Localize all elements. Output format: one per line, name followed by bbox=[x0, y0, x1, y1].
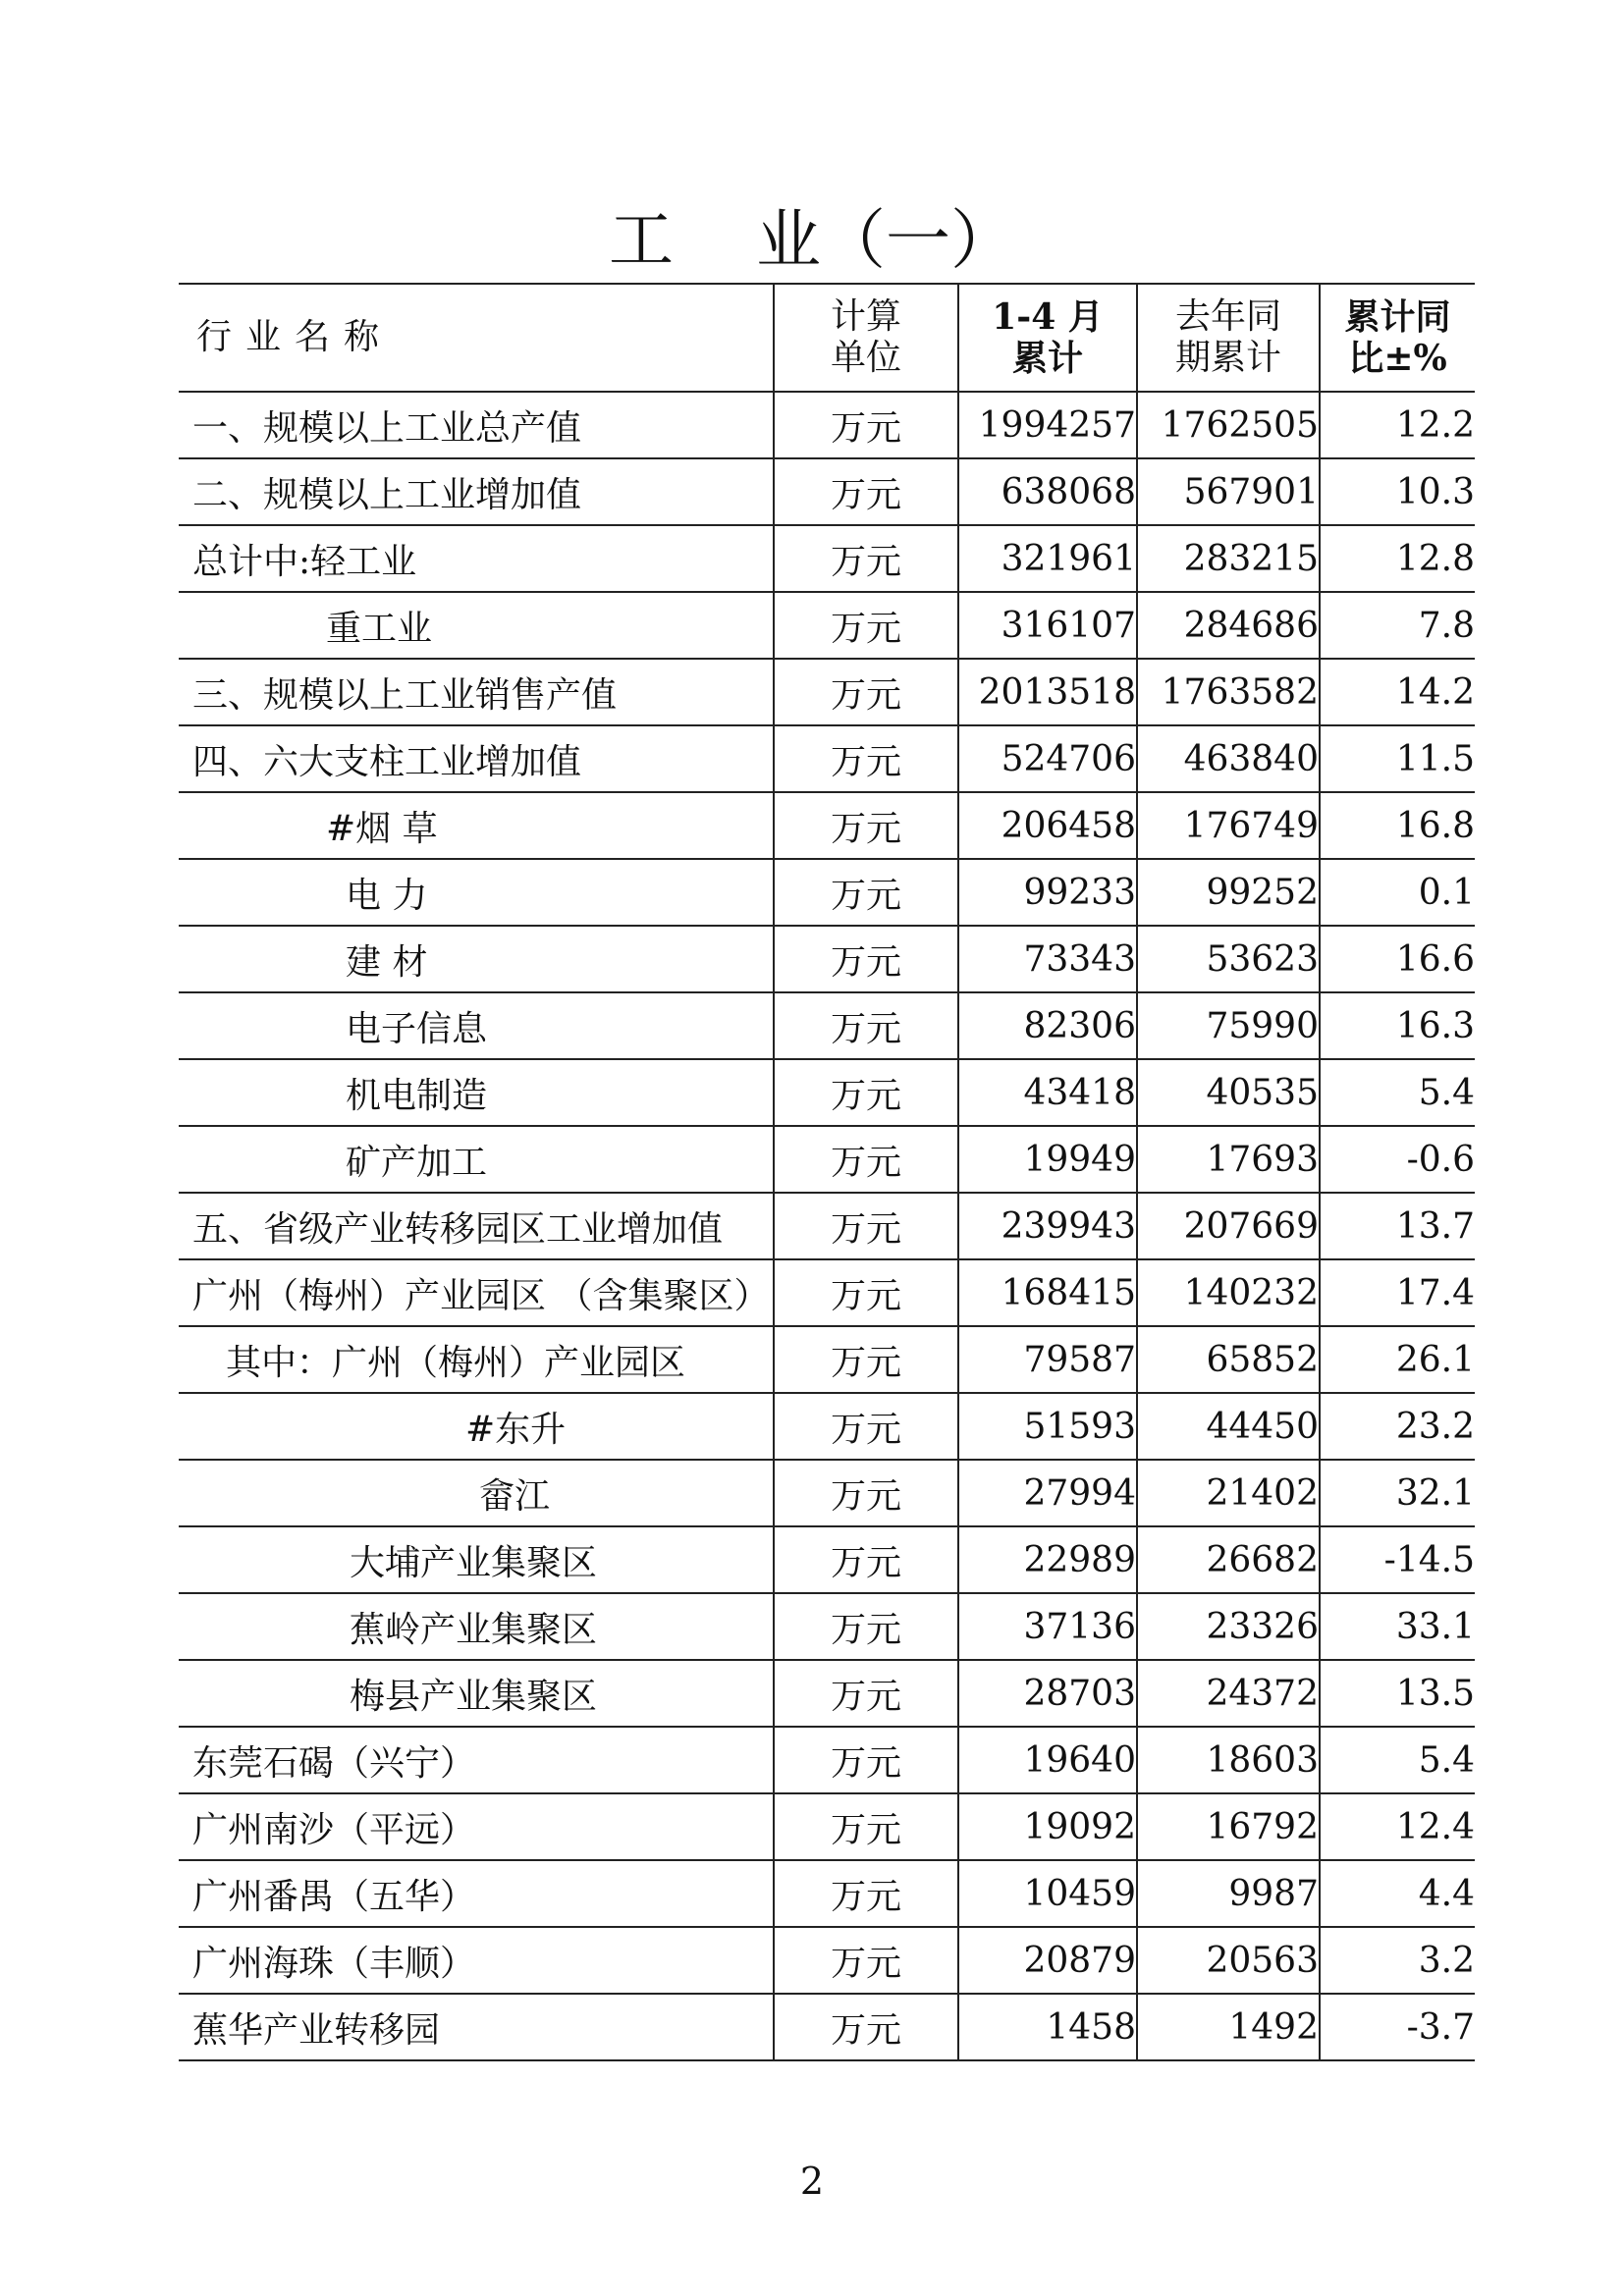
row-current: 79587 bbox=[958, 1326, 1137, 1393]
row-name: 其中：广州（梅州）产业园区 bbox=[179, 1326, 774, 1393]
row-unit: 万元 bbox=[774, 1860, 958, 1927]
row-unit: 万元 bbox=[774, 1593, 958, 1660]
row-name: 蕉华产业转移园 bbox=[179, 1994, 774, 2060]
row-last: 140232 bbox=[1137, 1259, 1320, 1326]
row-name: 机电制造 bbox=[179, 1059, 774, 1126]
header-growth-line: 比±% bbox=[1348, 338, 1447, 379]
row-last: 53623 bbox=[1137, 926, 1320, 992]
header-last-line: 去年同 bbox=[1174, 296, 1281, 337]
row-current: 638068 bbox=[958, 458, 1137, 525]
header-unit-line: 计算 bbox=[830, 296, 901, 337]
row-growth: 16.8 bbox=[1320, 792, 1475, 859]
row-unit: 万元 bbox=[774, 926, 958, 992]
row-current: 316107 bbox=[958, 592, 1137, 659]
row-unit: 万元 bbox=[774, 1393, 958, 1460]
row-name: #烟 草 bbox=[179, 792, 774, 859]
row-unit: 万元 bbox=[774, 1259, 958, 1326]
row-last: 16792 bbox=[1137, 1793, 1320, 1860]
row-current: 99233 bbox=[958, 859, 1137, 926]
row-last: 75990 bbox=[1137, 992, 1320, 1059]
table-row bbox=[179, 525, 1475, 592]
header-unit bbox=[774, 284, 958, 392]
row-last: 18603 bbox=[1137, 1727, 1320, 1793]
row-current: 73343 bbox=[958, 926, 1137, 992]
row-name: 总计中:轻工业 bbox=[179, 525, 774, 592]
row-unit: 万元 bbox=[774, 859, 958, 926]
row-unit: 万元 bbox=[774, 525, 958, 592]
row-current: 19640 bbox=[958, 1727, 1137, 1793]
table-row bbox=[179, 992, 1475, 1059]
table-row bbox=[179, 1793, 1475, 1860]
table-row bbox=[179, 1927, 1475, 1994]
row-last: 65852 bbox=[1137, 1326, 1320, 1393]
row-last: 40535 bbox=[1137, 1059, 1320, 1126]
row-growth: -0.6 bbox=[1320, 1126, 1475, 1193]
row-name: 广州番禺（五华） bbox=[179, 1860, 774, 1927]
row-last: 20563 bbox=[1137, 1927, 1320, 1994]
table-row bbox=[179, 792, 1475, 859]
header-last-line: 期累计 bbox=[1174, 338, 1281, 378]
row-name: 二、规模以上工业增加值 bbox=[179, 458, 774, 525]
table-row bbox=[179, 1059, 1475, 1126]
row-current: 1458 bbox=[958, 1994, 1137, 2060]
header-current-line: 累计 bbox=[1011, 338, 1083, 379]
header-growth bbox=[1320, 284, 1475, 392]
row-unit: 万元 bbox=[774, 992, 958, 1059]
row-current: 168415 bbox=[958, 1259, 1137, 1326]
row-last: 23326 bbox=[1137, 1593, 1320, 1660]
row-growth: 12.2 bbox=[1320, 392, 1475, 458]
row-unit: 万元 bbox=[774, 1793, 958, 1860]
row-last: 24372 bbox=[1137, 1660, 1320, 1727]
row-current: 28703 bbox=[958, 1660, 1137, 1727]
row-last: 99252 bbox=[1137, 859, 1320, 926]
table-row bbox=[179, 859, 1475, 926]
header-growth-line: 累计同 bbox=[1344, 296, 1451, 338]
row-growth: 17.4 bbox=[1320, 1259, 1475, 1326]
row-growth: 11.5 bbox=[1320, 725, 1475, 792]
row-last: 1492 bbox=[1137, 1994, 1320, 2060]
table-row bbox=[179, 1460, 1475, 1526]
row-current: 37136 bbox=[958, 1593, 1137, 1660]
row-name: 梅县产业集聚区 bbox=[179, 1660, 774, 1727]
row-name: 矿产加工 bbox=[179, 1126, 774, 1193]
row-name: 四、六大支柱工业增加值 bbox=[179, 725, 774, 792]
row-last: 1763582 bbox=[1137, 659, 1320, 725]
table-row bbox=[179, 1593, 1475, 1660]
row-growth: 12.4 bbox=[1320, 1793, 1475, 1860]
row-current: 19949 bbox=[958, 1126, 1137, 1193]
row-unit: 万元 bbox=[774, 1460, 958, 1526]
row-current: 2013518 bbox=[958, 659, 1137, 725]
row-unit: 万元 bbox=[774, 1059, 958, 1126]
row-growth: 33.1 bbox=[1320, 1593, 1475, 1660]
row-current: 27994 bbox=[958, 1460, 1137, 1526]
row-unit: 万元 bbox=[774, 458, 958, 525]
table-row bbox=[179, 1326, 1475, 1393]
row-growth: 23.2 bbox=[1320, 1393, 1475, 1460]
row-name: 电 力 bbox=[179, 859, 774, 926]
row-unit: 万元 bbox=[774, 725, 958, 792]
row-name: 广州海珠（丰顺） bbox=[179, 1927, 774, 1994]
row-name: 三、规模以上工业销售产值 bbox=[179, 659, 774, 725]
table-row bbox=[179, 725, 1475, 792]
row-unit: 万元 bbox=[774, 1994, 958, 2060]
row-name: 一、规模以上工业总产值 bbox=[179, 392, 774, 458]
row-unit: 万元 bbox=[774, 1126, 958, 1193]
row-growth: 16.3 bbox=[1320, 992, 1475, 1059]
row-current: 20879 bbox=[958, 1927, 1137, 1994]
row-growth: 10.3 bbox=[1320, 458, 1475, 525]
header-last bbox=[1137, 284, 1320, 392]
row-growth: 5.4 bbox=[1320, 1727, 1475, 1793]
row-last: 567901 bbox=[1137, 458, 1320, 525]
row-unit: 万元 bbox=[774, 659, 958, 725]
row-last: 44450 bbox=[1137, 1393, 1320, 1460]
table-row bbox=[179, 1259, 1475, 1326]
row-name: 电子信息 bbox=[179, 992, 774, 1059]
row-growth: 12.8 bbox=[1320, 525, 1475, 592]
row-last: 463840 bbox=[1137, 725, 1320, 792]
row-unit: 万元 bbox=[774, 1526, 958, 1593]
row-name: 广州（梅州）产业园区 （含集聚区） bbox=[179, 1259, 774, 1326]
row-growth: 4.4 bbox=[1320, 1860, 1475, 1927]
row-last: 1762505 bbox=[1137, 392, 1320, 458]
table-header-row bbox=[179, 284, 1475, 392]
table-row bbox=[179, 592, 1475, 659]
row-last: 17693 bbox=[1137, 1126, 1320, 1193]
row-name: 建 材 bbox=[179, 926, 774, 992]
table-row bbox=[179, 659, 1475, 725]
table-row bbox=[179, 1526, 1475, 1593]
page-title: 工 业（一） bbox=[609, 202, 1015, 278]
row-last: 26682 bbox=[1137, 1526, 1320, 1593]
header-unit-line: 单位 bbox=[830, 338, 901, 378]
row-unit: 万元 bbox=[774, 592, 958, 659]
row-growth: 32.1 bbox=[1320, 1460, 1475, 1526]
row-name: #东升 bbox=[179, 1393, 774, 1460]
row-name: 大埔产业集聚区 bbox=[179, 1526, 774, 1593]
row-last: 284686 bbox=[1137, 592, 1320, 659]
row-unit: 万元 bbox=[774, 1326, 958, 1393]
industry-table bbox=[179, 283, 1475, 2061]
table-row bbox=[179, 1660, 1475, 1727]
row-unit: 万元 bbox=[774, 1927, 958, 1994]
row-last: 207669 bbox=[1137, 1193, 1320, 1259]
row-name: 五、省级产业转移园区工业增加值 bbox=[179, 1193, 774, 1259]
table-row bbox=[179, 392, 1475, 458]
row-current: 10459 bbox=[958, 1860, 1137, 1927]
row-growth: 13.7 bbox=[1320, 1193, 1475, 1259]
table-row bbox=[179, 1393, 1475, 1460]
row-name: 畲江 bbox=[179, 1460, 774, 1526]
table-row bbox=[179, 458, 1475, 525]
row-name: 东莞石碣（兴宁） bbox=[179, 1727, 774, 1793]
row-unit: 万元 bbox=[774, 1193, 958, 1259]
row-last: 283215 bbox=[1137, 525, 1320, 592]
row-growth: -14.5 bbox=[1320, 1526, 1475, 1593]
row-last: 176749 bbox=[1137, 792, 1320, 859]
row-current: 1994257 bbox=[958, 392, 1137, 458]
row-current: 239943 bbox=[958, 1193, 1137, 1259]
row-growth: 14.2 bbox=[1320, 659, 1475, 725]
row-last: 21402 bbox=[1137, 1460, 1320, 1526]
table-row bbox=[179, 1126, 1475, 1193]
row-name: 蕉岭产业集聚区 bbox=[179, 1593, 774, 1660]
row-current: 206458 bbox=[958, 792, 1137, 859]
table-row bbox=[179, 1994, 1475, 2060]
row-growth: -3.7 bbox=[1320, 1994, 1475, 2060]
table-row bbox=[179, 1727, 1475, 1793]
table-body bbox=[179, 392, 1475, 2060]
header-current-line: 1-4 月 bbox=[992, 296, 1104, 338]
row-growth: 5.4 bbox=[1320, 1059, 1475, 1126]
header-name: 行业名称 bbox=[179, 284, 774, 392]
row-current: 524706 bbox=[958, 725, 1137, 792]
row-growth: 26.1 bbox=[1320, 1326, 1475, 1393]
page-number: 2 bbox=[799, 2160, 825, 2203]
row-current: 321961 bbox=[958, 525, 1137, 592]
table-row bbox=[179, 1860, 1475, 1927]
row-current: 22989 bbox=[958, 1526, 1137, 1593]
row-current: 43418 bbox=[958, 1059, 1137, 1126]
row-growth: 3.2 bbox=[1320, 1927, 1475, 1994]
row-current: 51593 bbox=[958, 1393, 1137, 1460]
row-unit: 万元 bbox=[774, 1727, 958, 1793]
row-unit: 万元 bbox=[774, 392, 958, 458]
row-unit: 万元 bbox=[774, 1660, 958, 1727]
row-unit: 万元 bbox=[774, 792, 958, 859]
row-current: 19092 bbox=[958, 1793, 1137, 1860]
table-row bbox=[179, 1193, 1475, 1259]
header-current bbox=[958, 284, 1137, 392]
row-name: 广州南沙（平远） bbox=[179, 1793, 774, 1860]
row-growth: 16.6 bbox=[1320, 926, 1475, 992]
row-growth: 0.1 bbox=[1320, 859, 1475, 926]
row-current: 82306 bbox=[958, 992, 1137, 1059]
row-growth: 7.8 bbox=[1320, 592, 1475, 659]
table-row bbox=[179, 926, 1475, 992]
row-name: 重工业 bbox=[179, 592, 774, 659]
row-growth: 13.5 bbox=[1320, 1660, 1475, 1727]
row-last: 9987 bbox=[1137, 1860, 1320, 1927]
